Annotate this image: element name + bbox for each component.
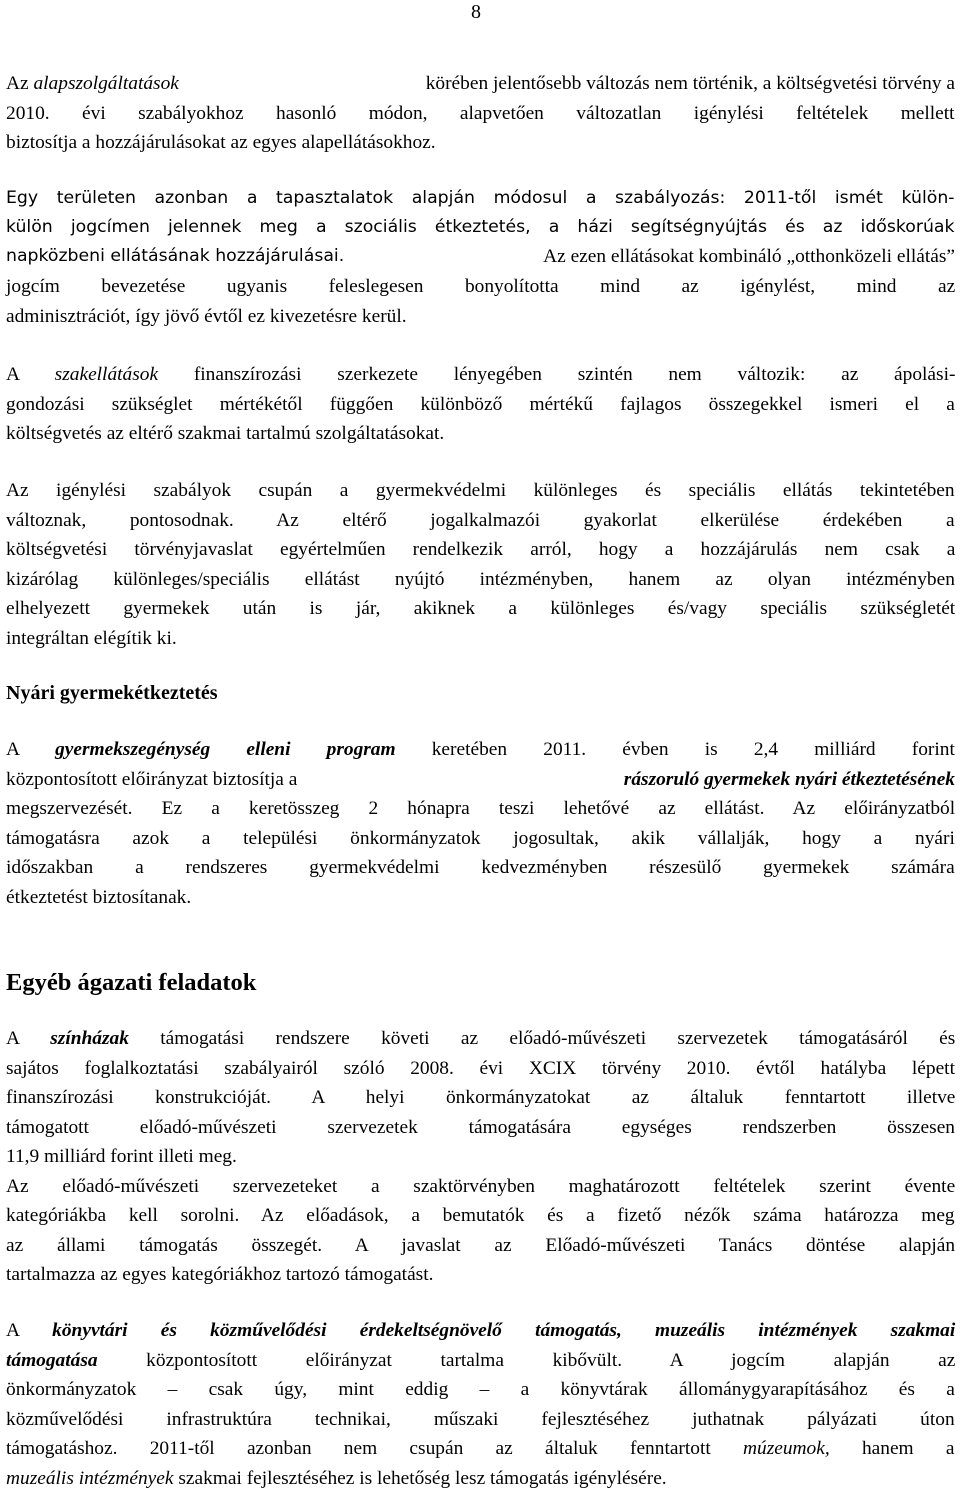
text-line: támogatásra azok a települési önkormányzatok jogosultak, akik vállalják, hogy a nyári xyxy=(6,824,955,854)
text-line: költségvetés az eltérő szakmai tartalmú szolgáltatásokat. xyxy=(6,419,955,449)
text-line: biztosítja a hozzájárulásokat az egyes alapellátásokhoz. xyxy=(6,128,955,158)
heading-nyari-gyermeketkeztetes: Nyári gyermekétkeztetés xyxy=(6,680,955,706)
text-line: támogatott előadó-művészeti szervezetek támogatására egységes rendszerben összesen xyxy=(6,1113,955,1143)
text-line: támogatáshoz. 2011-től azonban nem csupán az általuk fenntartott múzeumok, hanem a xyxy=(6,1434,955,1464)
text-line: sajátos foglalkoztatási szabályairól szóló 2008. évi XCIX törvény 2010. évtől hatályba lépett xyxy=(6,1054,955,1084)
text-line: integráltan elégítik ki. xyxy=(6,624,955,654)
text-line: az állami támogatás összegét. A javaslat az Előadó-művészeti Tanács döntése alapján xyxy=(6,1231,955,1261)
paragraph-szinhazak xyxy=(6,1024,955,1290)
text-line: A gyermekszegénység elleni program keretében 2011. évben is 2,4 milliárd forint xyxy=(6,735,955,765)
paragraph-konyvtari xyxy=(6,1316,955,1493)
text-line: változnak, pontosodnak. Az eltérő jogalkalmazói gyakorlat elkerülése érdekében a xyxy=(6,506,955,536)
paragraph-igenylesi-szabalyok xyxy=(6,476,955,653)
text-line: Az előadó-művészeti szervezeteket a szaktörvényben maghatározott feltételek szerint évente xyxy=(6,1172,955,1202)
text-line: gondozási szükséglet mértékétől függően különböző mértékű fajlagos összegekkel ismeri el a xyxy=(6,390,955,420)
text-line: muzeális intézmények szakmai fejlesztéséhez is lehetőség lesz támogatás igénylésére. xyxy=(6,1464,955,1493)
text-run: Az ezen ellátásokat kombináló „otthonközeli ellátás” xyxy=(539,242,955,272)
text-line: költségvetési törvényjavaslat egyértelműen rendelkezik arról, hogy a hozzájárulás nem csak a xyxy=(6,535,955,565)
paragraph-szabalyozas-cont xyxy=(6,272,955,331)
text-line: Az igénylési szabályok csupán a gyermekvédelmi különleges és speciális ellátás tekintetében xyxy=(6,476,955,506)
text-line: kizárólag különleges/speciális ellátást nyújtó intézményben, hanem az olyan intézményben xyxy=(6,565,955,595)
text-line: adminisztrációt, így jövő évtől ez kivezetésre kerül. xyxy=(6,302,955,332)
text-line: időszakban a rendszeres gyermekvédelmi kedvezményben részesülő gyermekek számára xyxy=(6,853,955,883)
text-line xyxy=(6,242,955,272)
paragraph-alapszolgaltatasok xyxy=(6,69,955,158)
text-run: napközbeni ellátásának hozzájárulásai. xyxy=(6,242,344,272)
text-line: A szakellátások finanszírozási szerkezete lényegében szintén nem változik: az ápolási- xyxy=(6,360,955,390)
page-number: 8 xyxy=(471,0,481,24)
text-line: Egy területen azonban a tapasztalatok alapján módosul a szabályozás: 2011-től ismét külön- xyxy=(6,184,955,213)
text-line: kategóriákba kell sorolni. Az előadások, a bemutatók és a fizető nézők száma határozza meg xyxy=(6,1201,955,1231)
text-line: külön jogcímen jelennek meg a szociális étkeztetés, a házi segítségnyújtás és az időskorúak xyxy=(6,213,955,242)
text-line: támogatása központosított előirányzat tartalma kibővült. A jogcím alapján az xyxy=(6,1346,955,1376)
text-line: A színházak támogatási rendszere követi az előadó-művészeti szervezetek támogatásáról és xyxy=(6,1024,955,1054)
text-line: 2010. évi szabályokhoz hasonló módon, alapvetően változatlan igénylési feltételek mellett xyxy=(6,99,955,129)
text-line: elhelyezett gyermekek után is jár, akiknek a különleges és/vagy speciális szükségletét xyxy=(6,594,955,624)
text-run: Az alapszolgáltatások xyxy=(6,69,179,99)
text-line xyxy=(6,69,955,99)
text-run: körében jelentősebb változás nem történik, a költségvetési törvény a xyxy=(421,69,955,99)
text-line: közművelődési infrastruktúra technikai, műszaki fejlesztéséhez juthatnak pályázati úton xyxy=(6,1405,955,1435)
text-line: önkormányzatok – csak úgy, mint eddig – a könyvtárak állománygyarapításához és a xyxy=(6,1375,955,1405)
paragraph-szabalyozas xyxy=(6,184,955,272)
text-line: tartalmazza az egyes kategóriákhoz tartozó támogatást. xyxy=(6,1260,955,1290)
paragraph-gyermekszegenyseg xyxy=(6,735,955,912)
text-line: A könyvtári és közművelődési érdekeltségnövelő támogatás, muzeális intézmények szakmai xyxy=(6,1316,955,1346)
paragraph-szakellatasok xyxy=(6,360,955,449)
text-line: 11,9 milliárd forint illeti meg. xyxy=(6,1142,955,1172)
text-line: központosított előirányzat biztosítja a rászoruló gyermekek nyári étkeztetésének xyxy=(6,765,955,795)
heading-egyeb-agazati-feladatok: Egyéb ágazati feladatok xyxy=(6,968,955,998)
text-line: finanszírozási konstrukcióját. A helyi önkormányzatokat az általuk fenntartott illetve xyxy=(6,1083,955,1113)
text-line: megszervezését. Ez a keretösszeg 2 hónapra teszi lehetővé az ellátást. Az előirányzatból xyxy=(6,794,955,824)
text-line: jogcím bevezetése ugyanis feleslegesen bonyolította mind az igénylést, mind az xyxy=(6,272,955,302)
text-line: étkeztetést biztosítanak. xyxy=(6,883,955,913)
